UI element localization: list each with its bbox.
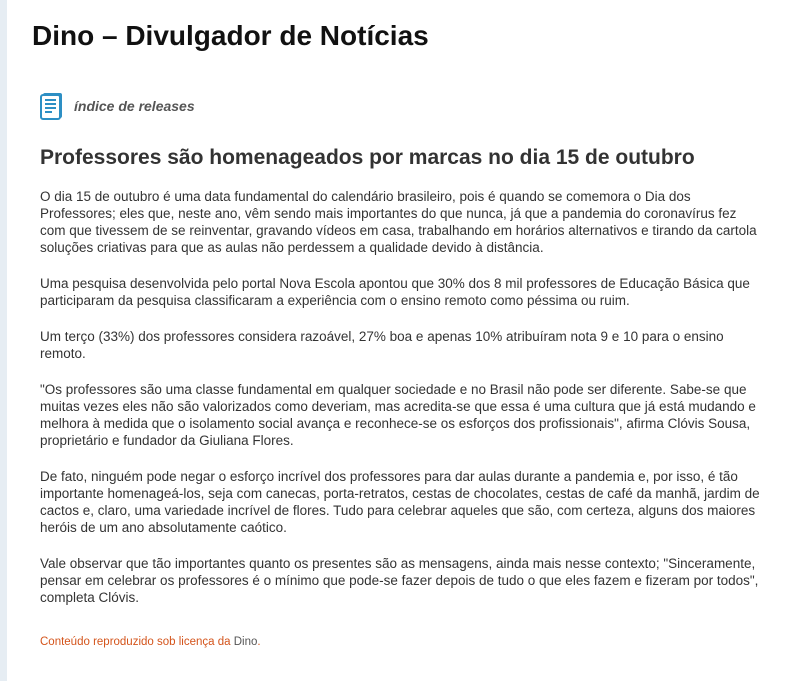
dino-link[interactable]: Dino [233, 636, 258, 648]
document-list-icon [40, 92, 64, 120]
license-end: . [257, 636, 261, 648]
article-paragraph: Uma pesquisa desenvolvida pelo portal Nova Escola apontou que 30% dos 8 mil professores de Educação Básica que participaram da pesquisa classificaram a experiência com o ensino remoto como péssima ou ruim. [40, 276, 750, 308]
article-headline: Professores são homenageados por marcas no dia 15 de outubro [40, 146, 695, 169]
article-body [40, 188, 762, 625]
article-paragraph: O dia 15 de outubro é uma data fundamental do calendário brasileiro, pois é quando se comemora o Dia dos Professores; eles que, neste ano, vêm sendo mais importantes do que nunca, já que a pandemia do coronavírus fez com que tivessem de se reinventar, gravando vídeos em casa, trabalhando em horários alternativos e tirando da cartola soluções criativas para que as aulas não perdessem a qualidade devido à distância. [40, 189, 757, 255]
index-of-releases-link[interactable] [40, 92, 195, 120]
article-paragraph: "Os professores são uma classe fundamental em qualquer sociedade e no Brasil não pode ser diferente. Sabe-se que muitas vezes eles não são valorizados como deveriam, mas acredita-se que essa é uma cultura que já está mudando e melhora à medida que o isolamento social avança e reconhece-se os esforços dos profissionais", afirma Clóvis Sousa, proprietário e fundador da Giuliana Flores. [40, 382, 756, 448]
article-paragraph: Um terço (33%) dos professores considera razoável, 27% boa e apenas 10% atribuíram nota 9 e 10 para o ensino remoto. [40, 329, 724, 361]
site-title: Dino – Divulgador de Notícias [32, 20, 429, 51]
article-paragraph: Vale observar que tão importantes quanto os presentes são as mensagens, ainda mais nesse contexto; "Sinceramente, pensar em celebrar os professores é o mínimo que pode-se fazer depois de tudo o que eles fazem e fizeram por todos", completa Clóvis. [40, 556, 759, 605]
license-text: Conteúdo reproduzido sob licença da [40, 636, 234, 648]
left-border [0, 0, 7, 681]
article-paragraph: De fato, ninguém pode negar o esforço incrível dos professores para dar aulas durante a pandemia e, por isso, é tão importante homenageá-los, seja com canecas, porta-retratos, cestas de chocolates, cestas de café da manhã, jardim de cactos e, claro, uma variedade incrível de flores. Tudo para celebrar aqueles que são, com certeza, alguns dos maiores heróis de um ano absolutamente caótico. [40, 469, 760, 535]
license-notice [40, 636, 261, 648]
index-of-releases-label: índice de releases [74, 98, 195, 114]
